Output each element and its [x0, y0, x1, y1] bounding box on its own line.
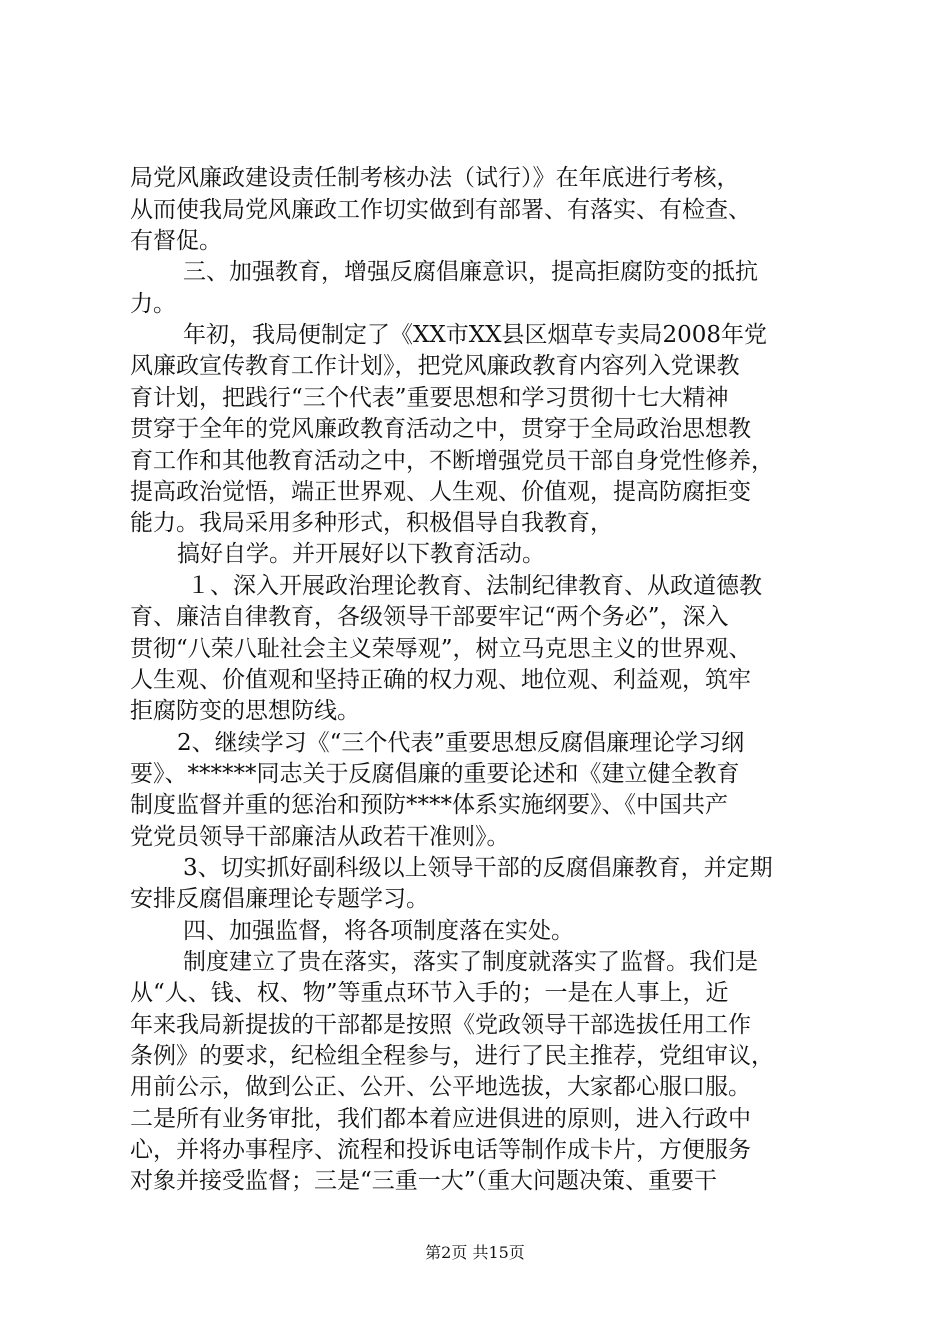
text-line: 从而使我局党风廉政工作切实做到有部署、有落实、有检查、	[130, 197, 751, 223]
text-line: 风廉政宣传教育工作计划》，把党风廉政教育内容列入党课教	[130, 353, 740, 379]
text-line: 用前公示，做到公正、公开、公平地选拔，大家都心服口服。	[130, 1074, 751, 1100]
text-line: 制度建立了贵在落实，落实了制度就落实了监督。我们是	[183, 949, 758, 975]
text-line: 3、切实抓好副科级以上领导干部的反腐倡廉教育，并定期	[183, 855, 773, 881]
page-footer: 第2页 共15页	[425, 1243, 525, 1262]
text-line: 从“人、钱、权、物”等重点环节入手的；一是在人事上，近	[130, 980, 729, 1006]
text-line: 四、加强监督，将各项制度落在实处。	[183, 918, 574, 944]
text-line: 贯彻“八荣八耻社会主义荣辱观”，树立马克思主义的世界观、	[130, 636, 752, 662]
text-line: 年初，我局便制定了《XX市XX县区烟草专卖局2008年党	[183, 322, 768, 348]
text-line: 要》、******同志关于反腐倡廉的重要论述和《建立健全教育	[130, 761, 740, 787]
text-line: 2、继续学习《“三个代表”重要思想反腐倡廉理论学习纲	[177, 730, 745, 756]
text-line: 对象并接受监督；三是“三重一大”（重大问题决策、重要干	[130, 1168, 718, 1194]
text-line: 贯穿于全年的党风廉政教育活动之中，贯穿于全局政治思想教	[130, 416, 751, 442]
text-line: 拒腐防变的思想防线。	[130, 698, 360, 724]
text-line: 安排反腐倡廉理论专题学习。	[130, 886, 429, 912]
text-line: 力。	[130, 291, 176, 317]
text-line: 有督促。	[130, 228, 222, 254]
text-line: 人生观、价值观和坚持正确的权力观、地位观、利益观，筑牢	[130, 667, 751, 693]
text-line: １、深入开展政治理论教育、法制纪律教育、从政道德教	[187, 573, 762, 599]
text-line: 育工作和其他教育活动之中，不断增强党员干部自身党性修养，	[130, 448, 774, 474]
text-line: 提高政治觉悟，端正世界观、人生观、价值观，提高防腐拒变	[130, 479, 751, 505]
text-line: 能力。我局采用多种形式，积极倡导自我教育，	[130, 510, 613, 536]
text-line: 党党员领导干部廉洁从政若干准则》。	[130, 824, 510, 850]
text-line: 条例》的要求，纪检组全程参与，进行了民主推荐，党组审议，	[130, 1043, 774, 1069]
text-line: 三、加强教育，增强反腐倡廉意识，提高拒腐防变的抵抗	[183, 259, 758, 285]
text-line: 年来我局新提拔的干部都是按照《党政领导干部选拔任用工作	[130, 1012, 751, 1038]
text-line: 育计划，把践行“三个代表”重要思想和学习贯彻十七大精神	[130, 385, 729, 411]
text-line: 制度监督并重的惩治和预防****体系实施纲要》、《中国共产	[130, 792, 728, 818]
text-line: 局党风廉政建设责任制考核办法（试行）》在年底进行考核，	[130, 165, 740, 191]
text-line: 搞好自学。并开展好以下教育活动。	[177, 541, 545, 567]
text-line: 育、廉洁自律教育，各级领导干部要牢记“两个务必”，深入	[130, 604, 729, 630]
text-line: 二是所有业务审批，我们都本着应进俱进的原则，进入行政中	[130, 1106, 751, 1132]
text-line: 心，并将办事程序、流程和投诉电话等制作成卡片，方便服务	[130, 1137, 751, 1163]
